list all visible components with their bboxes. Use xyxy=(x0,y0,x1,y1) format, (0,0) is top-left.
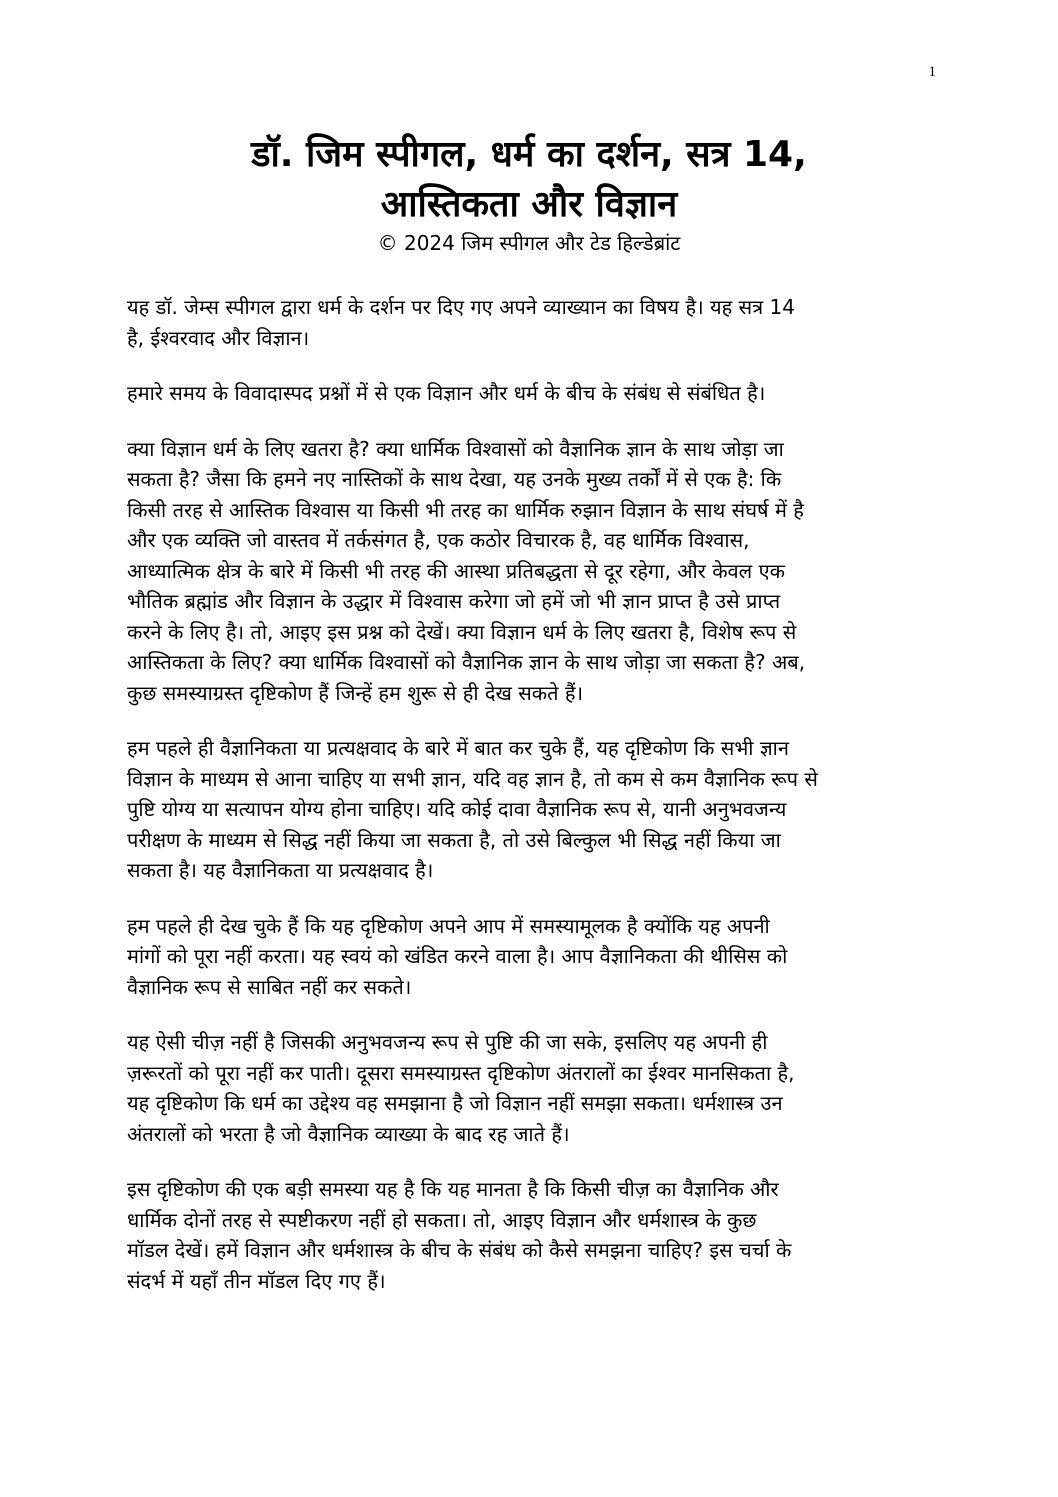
text-line: अंतरालों को भरता है जो वैज्ञानिक व्याख्या के बाद रह जाते हैं। xyxy=(127,1121,570,1146)
text-line: सकता है? जैसा कि हमने नए नास्तिकों के साथ देखा, यह उनके मुख्य तर्कों में से एक है: कि xyxy=(127,467,782,491)
text-line: यह डॉ. जेम्स स्पीगल द्वारा धर्म के दर्शन पर दिए गए अपने व्याख्यान का विषय है। यह सत्र 14 xyxy=(127,295,795,319)
text-line: हम पहले ही वैज्ञानिकता या प्रत्यक्षवाद के बारे में बात कर चुके हैं, यह दृष्टिकोण कि सभी ज्ञान xyxy=(127,736,789,760)
title-line: डॉ. जिम स्पीगल, धर्म का दर्शन, सत्र 14, xyxy=(251,134,807,175)
paragraph xyxy=(127,292,947,353)
paragraph xyxy=(127,733,947,886)
text-line: कुछ समस्याग्रस्त दृष्टिकोण हैं जिन्हें हम शुरू से ही देख सकते हैं। xyxy=(127,680,584,705)
text-line: और एक व्यक्ति जो वास्तव में तर्कसंगत है, एक कठोर विचारक है, वह धार्मिक विश्वास, xyxy=(127,528,750,552)
text-line: विज्ञान के माध्यम से आना चाहिए या सभी ज्ञान, यदि वह ज्ञान है, तो कम से कम वैज्ञानिक रूप से xyxy=(127,766,818,791)
text-line: संदर्भ में यहाँ तीन मॉडल दिए गए हैं। xyxy=(127,1268,386,1293)
text-line: इस दृष्टिकोण की एक बड़ी समस्या यह है कि यह मानता है कि किसी चीज़ का वैज्ञानिक और xyxy=(127,1177,779,1201)
paragraph xyxy=(127,378,947,409)
text-line: करने के लिए है। तो, आइए इस प्रश्न को देखें। क्या विज्ञान धर्म के लिए खतरा है, विशेष रूप से xyxy=(127,619,797,644)
text-line: वैज्ञानिक रूप से साबित नहीं कर सकते। xyxy=(127,974,412,999)
text-line: यह ऐसी चीज़ नहीं है जिसकी अनुभवजन्य रूप से पुष्टि की जा सके, इसलिए यह अपनी ही xyxy=(127,1030,768,1054)
paragraph xyxy=(127,1027,947,1149)
text-line: आस्तिकता के लिए? क्या धार्मिक विश्वासों को वैज्ञानिक ज्ञान के साथ जोड़ा जा सकता है? अब, xyxy=(127,650,806,674)
text-line: परीक्षण के माध्यम से सिद्ध नहीं किया जा सकता है, तो उसे बिल्कुल भी सिद्ध नहीं किया जा xyxy=(127,827,781,852)
text-line: भौतिक ब्रह्मांड और विज्ञान के उद्धार में विश्वास करेगा जो हमें जो भी ज्ञान प्राप्त है उसे प्राप्त xyxy=(127,589,781,613)
text-line: हम पहले ही देख चुके हैं कि यह दृष्टिकोण अपने आप में समस्यामूलक है क्योंकि यह अपनी xyxy=(127,913,770,938)
paragraph xyxy=(127,911,947,1003)
document-title xyxy=(0,130,1058,230)
text-line: मॉडल देखें। हमें विज्ञान और धर्मशास्त्र के बीच के संबंध को कैसे समझना चाहिए? इस चर्चा के xyxy=(127,1238,792,1262)
text-line: धार्मिक दोनों तरह से स्पष्टीकरण नहीं हो सकता। तो, आइए विज्ञान और धर्मशास्त्र के कुछ xyxy=(127,1207,757,1232)
text-line: क्या विज्ञान धर्म के लिए खतरा है? क्या धार्मिक विश्वासों को वैज्ञानिक ज्ञान के साथ जोड़ा जा xyxy=(127,436,784,461)
text-line: पुष्टि योग्य या सत्यापन योग्य होना चाहिए। यदि कोई दावा वैज्ञानिक रूप से, यानी अनुभवजन्य xyxy=(127,797,787,821)
text-line: यह दृष्टिकोण कि धर्म का उद्देश्य वह समझाना है जो विज्ञान नहीं समझा सकता। धर्मशास्त्र उन xyxy=(127,1091,783,1115)
text-line: ज़रूरतों को पूरा नहीं कर पाती। दूसरा समस्याग्रस्त दृष्टिकोण अंतरालों का ईश्वर मानसिकता है, xyxy=(127,1060,795,1085)
page-number: 1 xyxy=(928,64,936,80)
paragraph xyxy=(127,434,947,709)
copyright-notice: © 2024 जिम स्पीगल और टेड हिल्डेब्रांट xyxy=(377,231,681,255)
text-line: किसी तरह से आस्तिक विश्वास या किसी भी तरह का धार्मिक रुझान विज्ञान के साथ संघर्ष में है xyxy=(127,497,804,522)
title-line: आस्तिकता और विज्ञान xyxy=(380,184,678,225)
text-line: हमारे समय के विवादास्पद प्रश्नों में से एक विज्ञान और धर्म के बीच के संबंध से संबंधित है। xyxy=(127,381,766,405)
document-body xyxy=(127,292,947,1321)
text-line: मांगों को पूरा नहीं करता। यह स्वयं को खंडित करने वाला है। आप वैज्ञानिकता की थीसिस को xyxy=(127,944,788,968)
text-line: है, ईश्वरवाद और विज्ञान। xyxy=(127,325,310,350)
text-line: आध्यात्मिक क्षेत्र के बारे में किसी भी तरह की आस्था प्रतिबद्धता से दूर रहेगा, और केवल एक xyxy=(127,558,786,583)
paragraph xyxy=(127,1174,947,1296)
text-line: सकता है। यह वैज्ञानिकता या प्रत्यक्षवाद है। xyxy=(127,858,434,882)
